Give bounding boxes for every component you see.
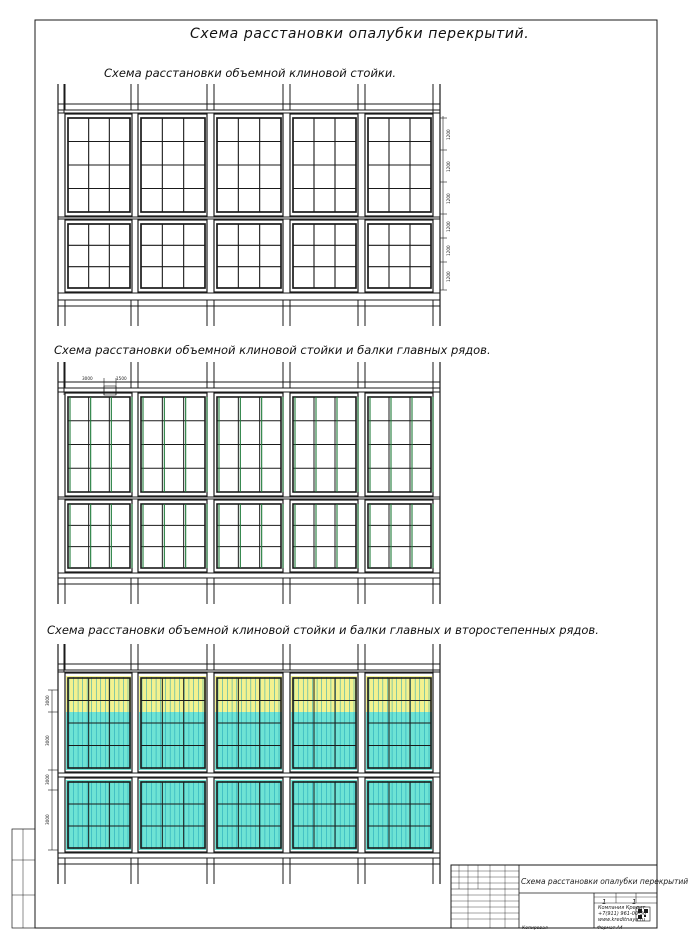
dimension-label: 1200 (446, 221, 451, 232)
scheme-1 (58, 84, 451, 326)
panel-cyan (366, 712, 432, 770)
bay-outline (138, 220, 207, 292)
scheme-2 (58, 362, 440, 604)
bay-outline (290, 220, 358, 292)
dimension-label: 1200 (446, 129, 451, 140)
panel-yellow (291, 676, 357, 712)
bay-outline (214, 500, 283, 572)
organization-line: +7(911) 961-00-30 (598, 911, 647, 917)
bay-panel (141, 504, 205, 568)
scheme-1-title: Схема расстановки объемной клиновой стойки. (104, 66, 396, 80)
bay-outline (65, 500, 132, 572)
bay-outline (214, 220, 283, 292)
dimension-label: 1500 (116, 376, 127, 381)
organization-line: www.kreditnaya.ru (598, 917, 646, 923)
panel-cyan (139, 712, 206, 770)
bay-panel (68, 504, 130, 568)
scheme-3 (45, 644, 440, 884)
panel-cyan (66, 712, 131, 770)
title-block-copied: Копировал (522, 926, 548, 931)
panel-cyan (139, 780, 206, 850)
bay-outline (365, 500, 433, 572)
bay-panel (141, 224, 205, 288)
bay-panel (217, 224, 281, 288)
title-block-drawing-name: Схема расстановки опалубки перекрытий (521, 877, 688, 886)
side-stamp-frame (12, 829, 35, 928)
title-block-format: Формат А4 (597, 926, 623, 931)
dimension-label: 3000 (45, 695, 50, 706)
panel-cyan (66, 780, 131, 850)
bay-panel (293, 504, 356, 568)
dimension-label: 3000 (45, 735, 50, 746)
bay-panel (217, 504, 281, 568)
bay-panel (68, 224, 130, 288)
bay-panel (293, 224, 356, 288)
title-block-sheet: 1 (602, 898, 607, 906)
drawing-title: Схема расстановки опалубки перекрытий. (190, 26, 530, 42)
dimension-label: 3000 (82, 376, 93, 381)
scheme-2-title: Схема расстановки объемной клиновой стойки и балки главных рядов. (54, 343, 491, 357)
bay-outline (65, 220, 132, 292)
panel-yellow (215, 676, 282, 712)
panel-cyan (366, 780, 432, 850)
title-block-sheets: 1 (632, 898, 637, 906)
bay-outline (365, 220, 433, 292)
dimension-label: 1200 (446, 161, 451, 172)
panel-cyan (291, 780, 357, 850)
dimension-label: 3000 (45, 774, 50, 785)
bay-panel (368, 224, 431, 288)
panel-cyan (291, 712, 357, 770)
bay-outline (290, 500, 358, 572)
dimension-label: 1200 (446, 271, 451, 282)
title-block-organization (598, 905, 646, 923)
dimension-label: 3000 (45, 814, 50, 825)
dimension-box (104, 386, 116, 395)
bay-panel (368, 504, 431, 568)
panel-yellow (139, 676, 206, 712)
organization-line: Компания Кредит (598, 905, 646, 911)
panel-cyan (215, 712, 282, 770)
dimension-label: 1200 (446, 193, 451, 204)
dimension-label: 1200 (446, 245, 451, 256)
bay-outline (138, 500, 207, 572)
panel-yellow (366, 676, 432, 712)
scheme-3-title: Схема расстановки объемной клиновой стойки и балки главных и второстепенных рядов. (47, 623, 599, 637)
panel-cyan (215, 780, 282, 850)
panel-yellow (66, 676, 131, 712)
